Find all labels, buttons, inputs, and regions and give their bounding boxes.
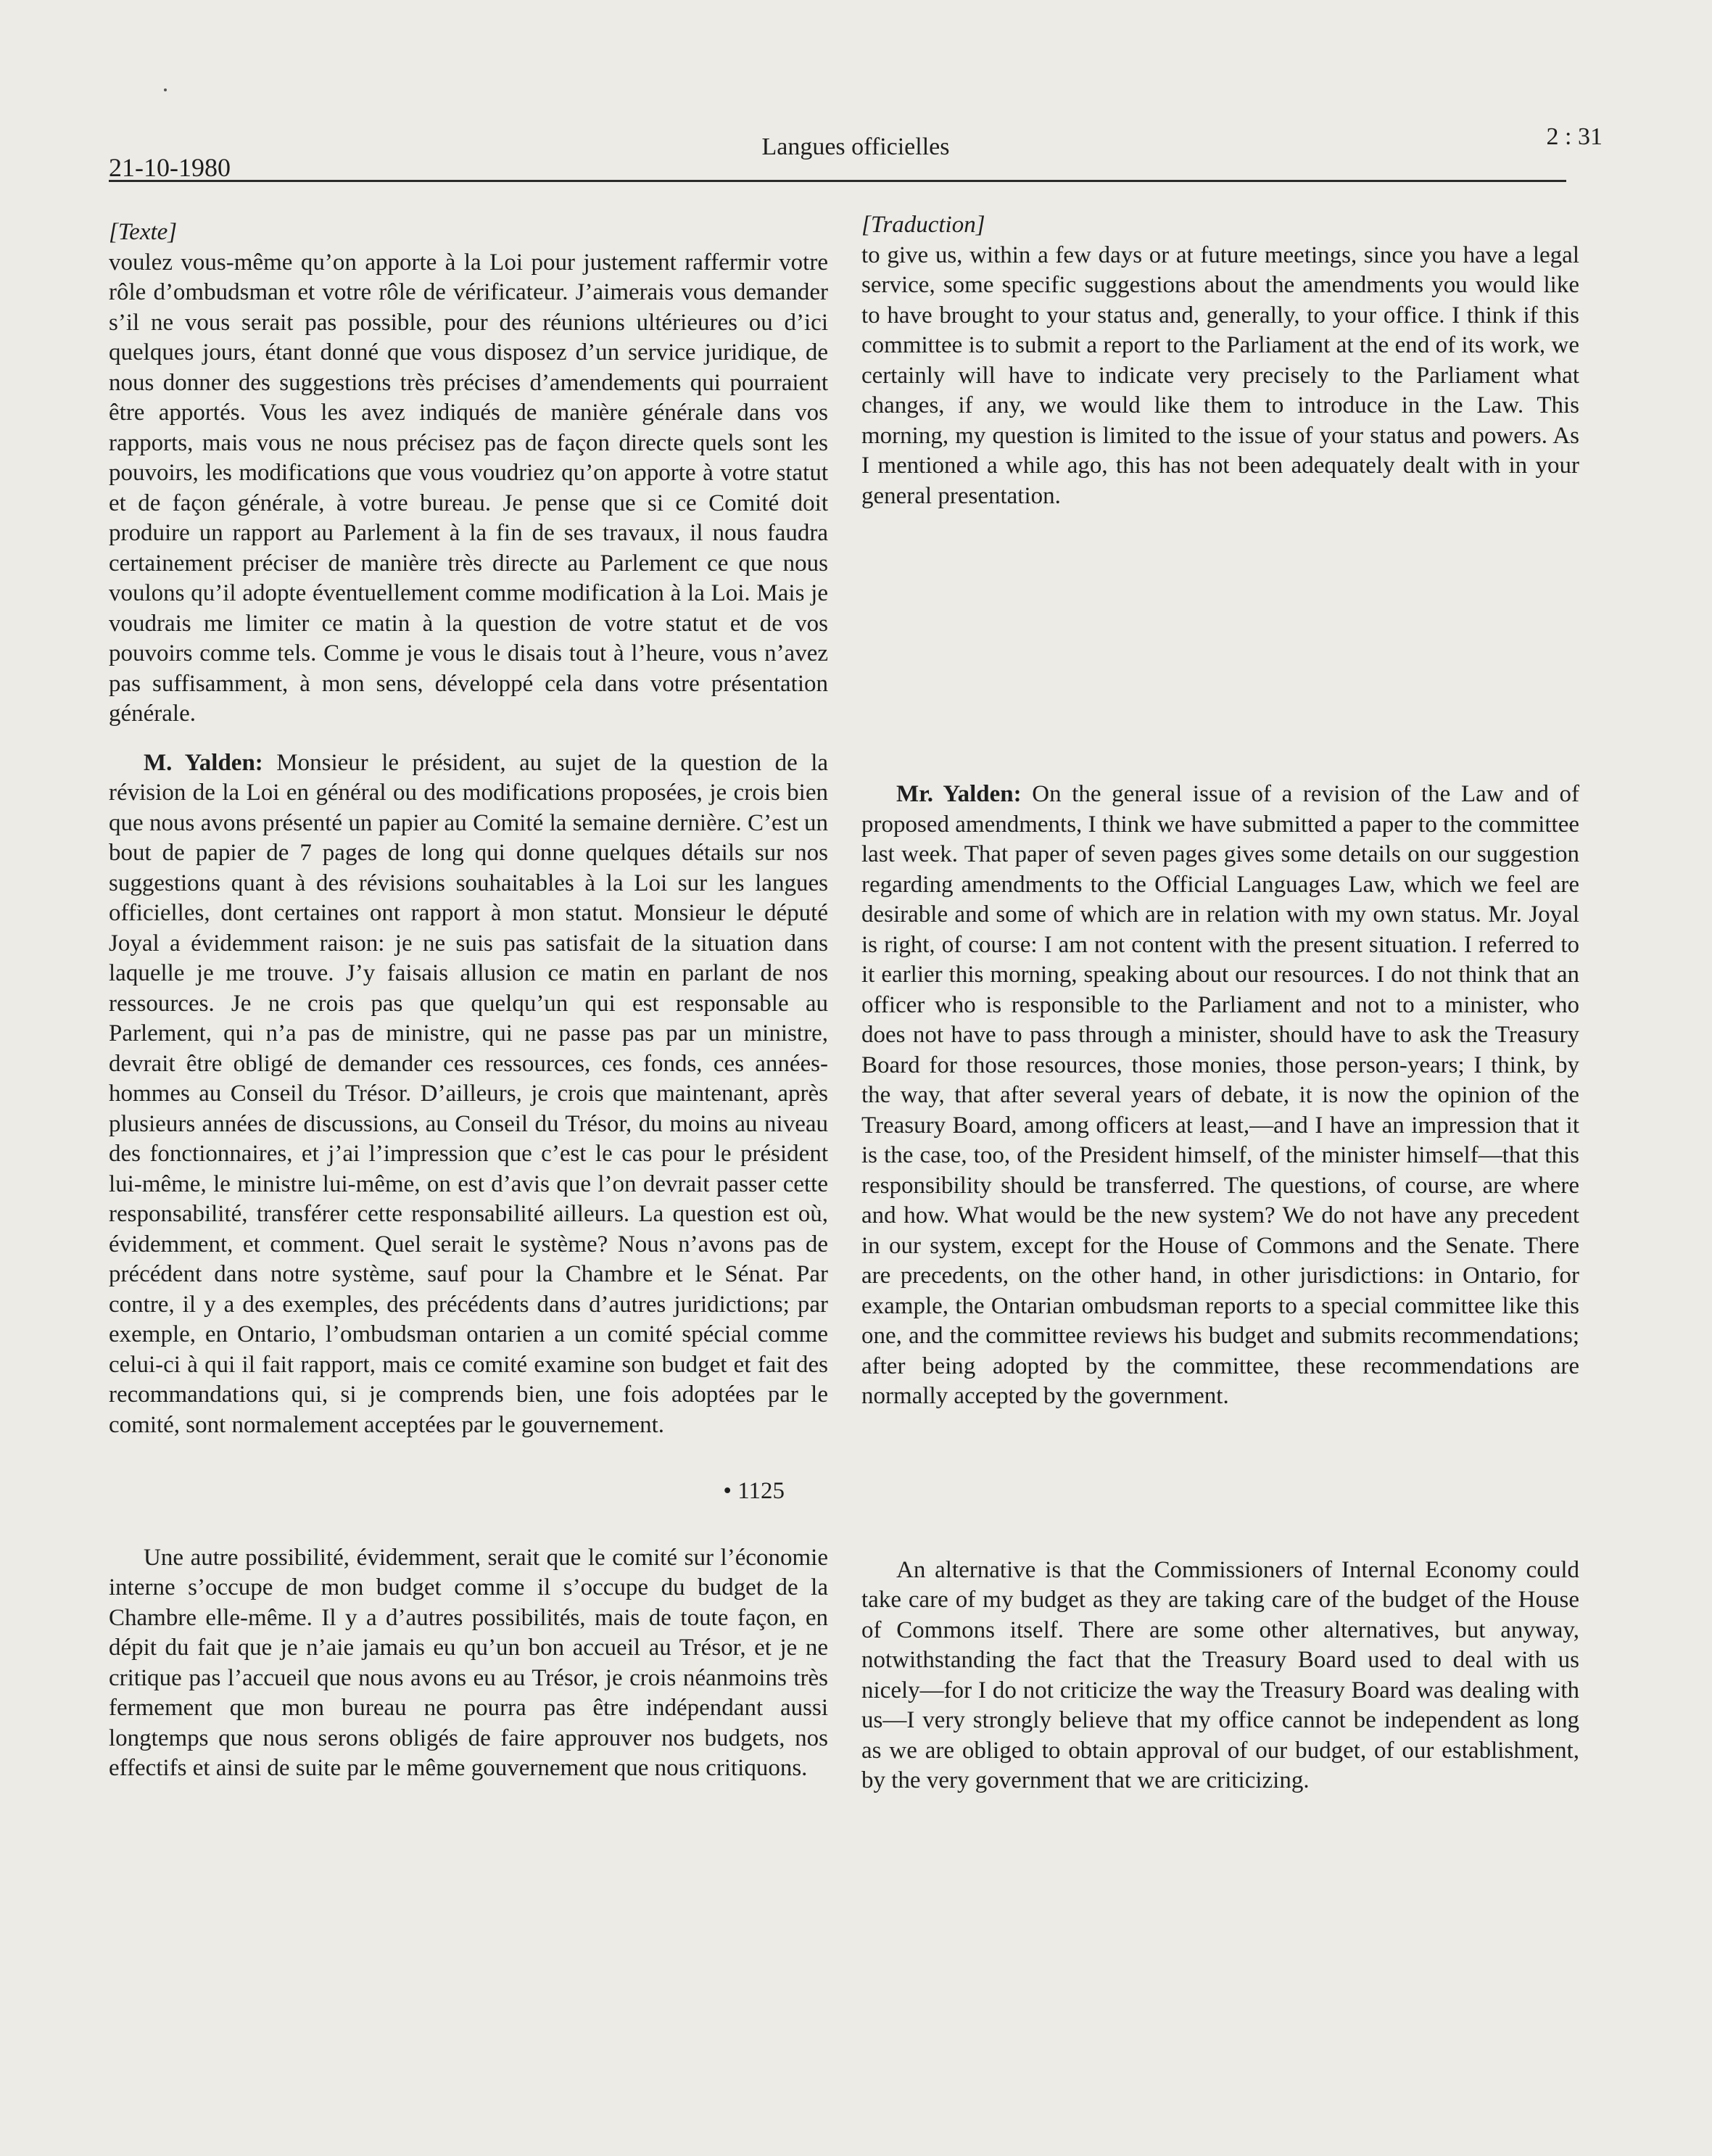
- left-paragraph-2: [109, 748, 828, 1441]
- header-date: 21-10-1980: [109, 153, 231, 182]
- right-speaker-yalden: Mr. Yalden:: [896, 781, 1022, 807]
- page-header: [109, 123, 1603, 182]
- left-paragraph-3: Une autre possibilité, évidemment, serait que le comité sur l’économie interne s’occupe de mon budget comme il s’occupe du budget de la Chambre elle-même. Il y a d’autres possibilités, mais de toute façon, en dépit du fait que je n’aie jamais eu qu’un bon accueil au Trésor, et je ne critique pas l’accueil que nous avons eu au Trésor, je crois néanmoins très fermement que mon bureau ne pourra pas être indépendant aussi longtemps que nous serons obligés de faire approuver nos budgets, nos effectifs et ainsi de suite par le même gouvernement que nous critiquons.: [109, 1544, 828, 1781]
- section-tag-texte: [Texte]: [109, 219, 178, 245]
- right-column-english: [861, 210, 1579, 1796]
- timestamp-marker: • 1125: [723, 1478, 785, 1504]
- header-rule: [109, 180, 1566, 182]
- right-paragraph-2-text: On the general issue of a revision of the Law and of proposed amendments, I think we have submitted a paper to the committee last week. That paper of seven pages gives some details on our suggestion regarding amendments to the Official Languages Law, which we feel are desirable and some of which are in relation with my own status. Mr. Joyal is right, of course: I am not content with the present situation. I referred to it earlier this morning, speaking about our resources. I do not think that an officer who is responsible to the Parliament and not to a minister, who does not have to pass through a minister, should have to ask the Treasury Board for those resources, those monies, those person-years; I think, by the way, that after several years of debate, it is now the opinion of the Treasury Board, among officers at least,—and I have an impression that it is the case, too, of the President himself, of the minister himself—that this responsibility should be transferred. The questions, of course, are where and how. What would be the new system? We do not have any precedent in our system, except for the House of Commons and the Senate. There are precedents, on the other hand, in other jurisdictions: in Ontario, for example, the Ontarian ombudsman reports to a special committee like this one, and the committee reviews his budget and submits recommendations; after being adopted by the committee, these recommendations are normally accepted by the government.: [861, 781, 1579, 1409]
- right-paragraph-3: An alternative is that the Commissioners of Internal Economy could take care of my budget as they are taking care of the budget of the House of Commons itself. There are some other alternatives, but anyway, notwithstanding the fact that the Treasury Board used to deal with us nicely—for I do not criticize the way the Treasury Board was dealing with us—I very strongly believe that my office cannot be independent as long as we are obliged to obtain approval of our budget, of our establishment, by the very government that we are criticizing.: [861, 1556, 1579, 1793]
- left-column-french: [109, 218, 828, 1784]
- left-speaker-yalden: M. Yalden:: [144, 749, 263, 776]
- right-paragraph-2: [861, 780, 1579, 1412]
- header-page-number: 2 : 31: [1546, 123, 1603, 150]
- left-paragraph-2-text: Monsieur le président, au sujet de la question de la révision de la Loi en général ou des modifications proposées, je crois bien que nous avons présenté un papier au Comité la semaine dernière. C’est un bout de papier de 7 pages de long qui donne quelques détails sur nos suggestions quant à des révisions souhaitables à la Loi sur les langues officielles, dont certaines ont rapport à mon statut. Monsieur le député Joyal a évidemment raison: je ne suis pas satisfait de la situation dans laquelle je me trouve. J’y faisais allusion ce matin en parlant de nos ressources. Je ne crois pas que quelqu’un qui est responsable au Parlement, qui n’a pas de ministre, qui ne passe pas par un ministre, devrait être obligé de demander ces ressources, ces fonds, ces années-hommes au Conseil du Trésor. D’ailleurs, je crois que maintenant, après plusieurs années de discussions, au Conseil du Trésor, du moins au niveau des fonctionnaires, et j’ai l’impression que c’est le cas pour le président lui-même, le ministre lui-même, on est d’avis que l’on devrait passer cette responsabilité, transférer cette responsabilité ailleurs. La question est où, évidemment, et comment. Quel serait le système? Nous n’avons pas de précédent dans notre système, sauf pour la Chambre et le Sénat. Par contre, il y a des exemples, des précédents dans d’autres juridictions; par exemple, en Ontario, l’ombudsman ontarien a un comité spécial comme celui-ci à qui il fait rapport, mais ce comité examine son budget et fait des recommandations qui, si je comprends bien, une fois adoptées par le comité, sont normalement acceptées par le gouvernement.: [109, 749, 829, 1438]
- section-tag-traduction: [Traduction]: [861, 212, 985, 238]
- left-paragraph-1: voulez vous-même qu’on apporte à la Loi pour justement raffermir votre rôle d’ombudsman et votre rôle de vérificateur. J’aimerais vous demander s’il ne vous serait pas possible, pour des réunions ultérieures ou d’ici quelques jours, étant donné que vous disposez d’un service juridique, de nous donner des suggestions très précises d’amendements qui pourraient être apportés. Vous les avez indiqués de manière générale dans vos rapports, mais vous ne nous précisez pas de façon directe quels sont les pouvoirs, les modifications que vous voudriez qu’on apporte à votre statut et de façon générale, à votre bureau. Je pense que si ce Comité doit produire un rapport au Parlement à la fin de ses travaux, il nous faudra certainement préciser de manière très directe au Parlement ce que nous voulons qu’il adopte éventuellement comme modification à la Loi. Mais je voudrais me limiter ce matin à la question de votre statut et de vos pouvoirs comme tels. Comme je vous le disais tout à l’heure, vous n’avez pas suffisamment, à mon sens, développé cela dans votre présentation générale.: [109, 249, 828, 727]
- header-title: Langues officielles: [761, 133, 950, 160]
- speck-mark: [164, 88, 167, 91]
- right-paragraph-1: to give us, within a few days or at future meetings, since you have a legal service, some specific suggestions about the amendments you would like to have brought to your status and, generally, to your office. I think if this committee is to submit a report to the Parliament at the end of its work, we certainly will have to indicate very precisely to the Parliament what changes, if any, we would like them to introduce in the Law. This morning, my question is limited to the issue of your status and powers. As I mentioned a while ago, this has not been adequately dealt with in your general presentation.: [861, 241, 1579, 509]
